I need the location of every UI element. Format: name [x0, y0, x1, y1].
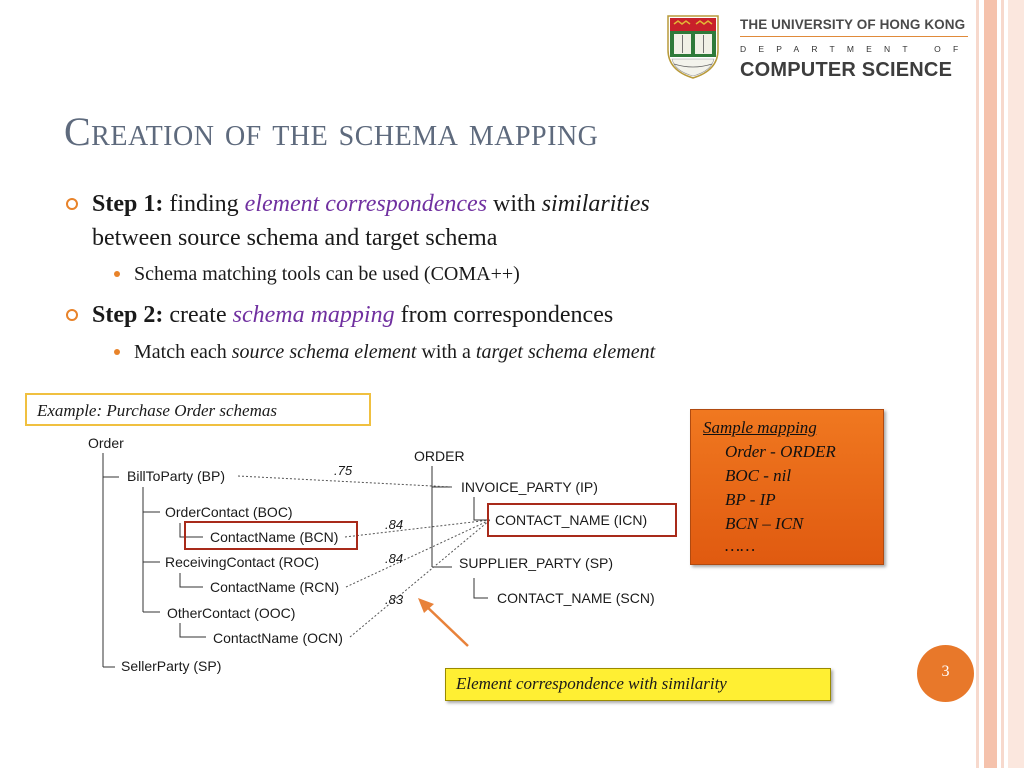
bullet-text: with [493, 191, 536, 217]
highlight-term: schema mapping [232, 302, 395, 328]
sample-mapping-box [690, 409, 884, 565]
target-root-label: ORDER [414, 448, 465, 464]
mapping-line: BOC - nil [725, 466, 792, 485]
similarity-value: .83 [385, 592, 404, 607]
source-node-label: OrderContact (BOC) [165, 504, 293, 520]
sub-bullet-text: Schema matching tools can be used (COMA++) [134, 263, 520, 285]
page-number-badge [917, 645, 974, 702]
mapping-line: Order - ORDER [725, 442, 836, 461]
target-node-label: INVOICE_PARTY (IP) [461, 479, 598, 495]
similarity-value: .84 [385, 517, 404, 532]
annotation-label: Element correspondence with similarity [456, 674, 727, 693]
italic-term: target schema element [475, 341, 656, 363]
target-node-label: SUPPLIER_PARTY (SP) [459, 555, 614, 571]
source-node-label: ContactName (RCN) [210, 579, 340, 595]
mapping-line: …… [725, 536, 756, 555]
source-root-label: Order [88, 435, 124, 451]
example-label-box [25, 393, 371, 426]
similarity-value: .84 [385, 551, 404, 566]
logo-department-label: DEPARTMENT OF [740, 44, 971, 54]
annotation-box [445, 668, 831, 701]
similarity-value: .75 [334, 463, 353, 478]
mapping-line: BCN – ICN [725, 514, 804, 533]
target-node-label: CONTACT_NAME (ICN) [495, 512, 648, 528]
italic-term: source schema element [231, 341, 417, 363]
bullet-text: finding [169, 191, 239, 217]
source-node-label: ContactName (BCN) [210, 529, 339, 545]
italic-term: similarities [541, 191, 650, 217]
bullet-text: create [169, 302, 227, 328]
page-number: 3 [941, 663, 950, 680]
logo-university-name: THE UNIVERSITY OF HONG KONG [740, 17, 966, 32]
step-label: Step 1: [92, 191, 164, 217]
annotation-arrow-icon [418, 598, 468, 646]
bullet-text: from correspondences [400, 302, 614, 328]
source-node-label: OtherContact (OOC) [167, 605, 296, 621]
source-node-label: ReceivingContact (ROC) [165, 554, 320, 570]
mapping-line: BP - IP [725, 490, 776, 509]
source-node-label: SellerParty (SP) [121, 658, 222, 674]
example-label: Example: Purchase Order schemas [37, 401, 277, 420]
target-node-label: CONTACT_NAME (SCN) [497, 590, 655, 606]
sub-bullet-text: with a [421, 341, 471, 363]
highlight-term: element correspondences [244, 191, 488, 217]
step-label: Step 2: [92, 302, 164, 328]
source-node-label: ContactName (OCN) [213, 630, 343, 646]
bullet-text: between source schema and target schema [92, 225, 498, 251]
sub-bullet-text: Match each [134, 341, 227, 363]
sample-mapping-title: Sample mapping [703, 418, 817, 437]
source-node-label: BillToParty (BP) [127, 468, 226, 484]
slide-title: Creation of the schema mapping [64, 109, 599, 154]
logo-department-name: COMPUTER SCIENCE [740, 59, 953, 81]
